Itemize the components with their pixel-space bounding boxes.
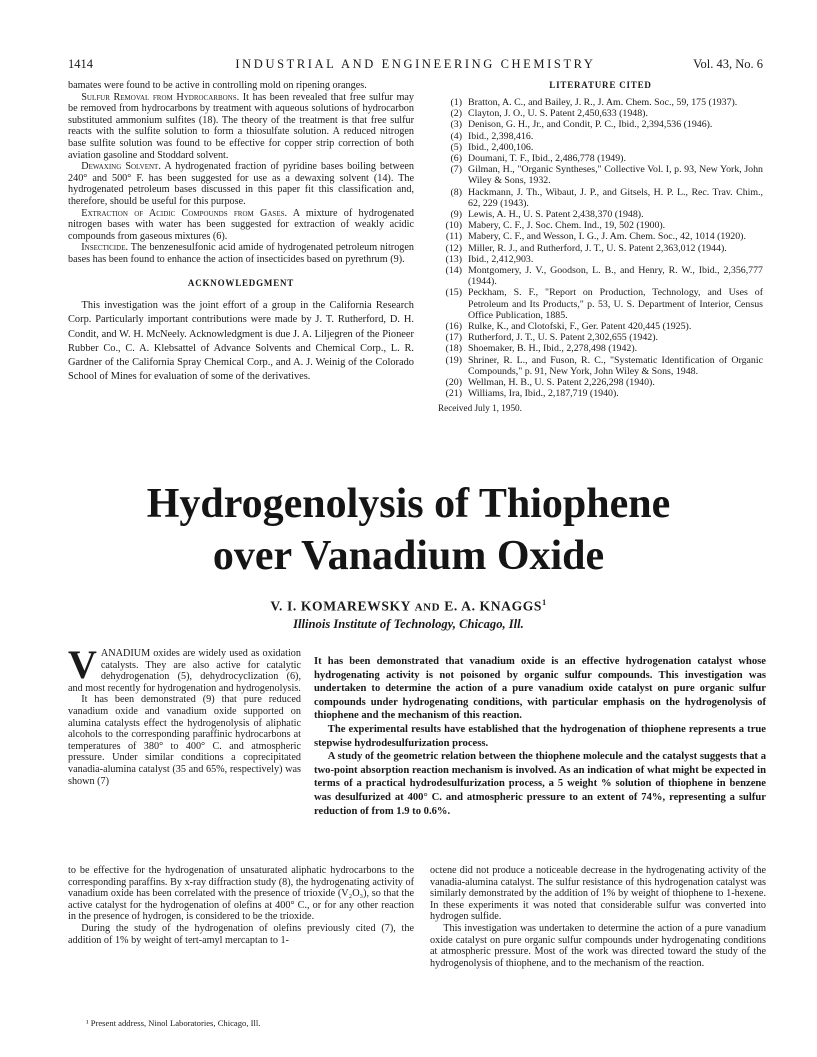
reference-item: (15) Peckham, S. F., "Report on Production, Technology, and Uses of Petroleum and Its Products," p. 53, U. S. Department of Interior, Census Office Publication, 1885. (445, 287, 763, 321)
paragraph: Dewaxing Solvent. A hydrogenated fraction of pyridine bases boiling between 240° and 500° F. has been suggested for use as a dewaxing solvent (14). The hydrogenated petroleum bases discussed in this paper fit this classification and, therefore, should be useful for this purpose. (68, 161, 414, 207)
paragraph: VANADIUM oxides are widely used as oxidation catalysts. They are also active for catalytic dehydrogenation (5), dehydrocyclization (6), and most recently for hydrogenation and hydrogenolysis. (68, 642, 301, 694)
paragraph: to be effective for the hydrogenation of unsaturated aliphatic hydrocarbons to the corresponding paraffins. By x-ray diffraction study (8), the hydrogenating activity of vanadium oxide has been correlated with the presence of trioxide (V₂O₃), so that the active catalyst for the hydrogenation of olefins at 400° C., or for any other reaction in the presence of hydrogen, is considered to be the trioxide. (68, 865, 414, 923)
author-line (0, 598, 817, 615)
reference-item: (17) Rutherford, J. T., U. S. Patent 2,302,655 (1942). (445, 332, 658, 344)
acknowledgment-heading: ACKNOWLEDGMENT (187, 277, 295, 288)
body-column-right (430, 865, 766, 969)
abstract (314, 655, 766, 818)
reference-item: (5) Ibid., 2,400,106. (450, 141, 534, 153)
article-title (0, 478, 817, 582)
intro-column (68, 642, 301, 787)
reference-item: (18) Shoemaker, B. H., Ibid., 2,278,498 (1942). (445, 343, 638, 355)
previous-article-column (68, 80, 414, 384)
author-conjunction: AND (414, 601, 441, 614)
run-in-heading: Dewaxing Solvent. (81, 161, 161, 173)
reference-list (438, 97, 763, 415)
reference-item: (16) Rulke, K., and Clotofski, F., Ger. Patent 420,445 (1925). (445, 321, 692, 333)
footnote-mark: 1 (542, 598, 547, 607)
body-column-left (68, 865, 414, 946)
page-header (68, 57, 763, 73)
acknowledgment-text: This investigation was the joint effort of a group in the California Research Corp. Particularly important contributions were made by J. T. Rutherford, D. H. Condit, and W. H. McNeely. Acknowledgment is due J. A. Liljegren of the Pioneer Rubber Co., C. A. Klebsattel of Advance Solvents and Chemical Corp., L. R. Gardner of the California Spray Chemical Corp., and A. J. Weinig of the Colorado School of Mines for evaluation of some of the derivatives. (68, 300, 414, 383)
run-in-heading: Extraction of Acidic Compounds from Gases. (81, 207, 288, 219)
reference-item: (4) Ibid., 2,398,416. (450, 130, 534, 142)
reference-item: (19) Shriner, R. L., and Fuson, R. C., "Systematic Identification of Organic Compounds," p. 91, New York, John Wiley & Sons, 1948. (445, 354, 763, 377)
reference-item: (12) Miller, R. J., and Rutherford, J. T., U. S. Patent 2,363,012 (1944). (445, 242, 727, 254)
reference-item: (20) Wellman, H. B., U. S. Patent 2,226,298 (1940). (445, 377, 655, 389)
reference-item: (7) Gilman, H., "Organic Syntheses," Collective Vol. I, p. 93, New York, John Wiley & Sons, 1932. (450, 164, 763, 187)
paragraph: bamates were found to be active in controlling mold on ripening oranges. (68, 80, 367, 91)
page-number: 1414 (68, 57, 93, 71)
paragraph: Insecticide. The benzenesulfonic acid amide of hydrogenated petroleum nitrogen bases has been found to enhance the action of insecticides based on pyrethrum (9). (68, 242, 414, 265)
run-in-heading: Sulfur Removal from Hydrocarbons. (81, 91, 240, 103)
reference-item: (6) Doumani, T. F., Ibid., 2,486,778 (1949). (450, 153, 626, 165)
paragraph: This investigation was undertaken to determine the action of a pure vanadium oxide catalyst on pure organic sulfur compounds under hydrogenating conditions at atmospheric pressure. Most of the work was directed toward the study of the hydrogenolysis of thiophene, and to the mechanism of the reaction. (430, 922, 766, 969)
paragraph: It has been demonstrated (9) that pure reduced vanadium oxide and vanadium oxide supported on alumina catalysts effect the hydrogenolysis of aliphatic alcohols to the corresponding paraffinic hydrocarbons at temperatures of 380° to 400° C. and atmospheric pressure. Under similar conditions a coprecipitated vanadia-alumina catalyst (35 and 65%, respectively) was shown (7) (68, 694, 301, 787)
title-line: over Vanadium Oxide (212, 533, 605, 579)
reference-item: (9) Lewis, A. H., U. S. Patent 2,438,370 (1948). (450, 209, 644, 221)
footnote: ¹ Present address, Ninol Laboratories, Chicago, Ill. (86, 1018, 261, 1028)
author-name: E. A. KNAGGS (444, 598, 543, 614)
journal-name: INDUSTRIAL AND ENGINEERING CHEMISTRY (235, 57, 596, 71)
reference-item: (2) Clayton, J. O., U. S. Patent 2,450,633 (1948). (450, 108, 648, 120)
received-date: Received July 1, 1950. (438, 403, 522, 414)
reference-item: (21) Williams, Ira, Ibid., 2,187,719 (1940). (445, 388, 619, 400)
reference-item: (3) Denison, G. H., Jr., and Condit, P. C., Ibid., 2,394,536 (1946). (450, 119, 713, 131)
reference-item: (13) Ibid., 2,412,903. (445, 253, 534, 265)
paragraph: octene did not produce a noticeable decrease in the hydrogenating activity of the vanadia-alumina catalyst. The sulfur resistance of this hydrogenation catalyst was similarly demonstrated by the addition of 1% by weight of thiophene to 1-hexene. In these experiments it was noted that considerable sulfur was converted into hydrogen sulfide. (430, 865, 766, 923)
abstract-paragraph: The experimental results have established that the hydrogenation of thiophene represents a true stepwise hydrodesulfurization process. (314, 723, 766, 749)
abstract-paragraph: It has been demonstrated that vanadium oxide is an effective hydrogenation catalyst whose hydrogenating activity is not poisoned by organic sulfur compounds. This investigation was undertaken to determine the action of a pure vanadium oxide catalyst on pure organic sulfur compounds under hydrogenating conditions, with particular emphasis on the hydrogenolysis of thiophene and the mechanism of this reaction. (314, 656, 766, 722)
reference-item: (11) Mabery, C. F., and Wesson, I. G., J. Am. Chem. Soc., 42, 1014 (1920). (445, 231, 746, 243)
title-line: Hydrogenolysis of Thiophene (146, 481, 671, 527)
abstract-paragraph: A study of the geometric relation between the thiophene molecule and the catalyst suggests that a two-point absorption reaction mechanism is involved. As an indication of what might be expected in terms of a practical hydrodesulfurization process, a 5 weight % solution of thiophene in benzene was desulfurized at 400° C. and atmospheric pressure to an extent of 74%, representing a sulfur reduction of from 1.9 to 0.6%. (314, 751, 766, 817)
paragraph: During the study of the hydrogenation of olefins previously cited (7), the addition of 1% by weight of tert-amyl mercaptan to 1- (68, 922, 414, 946)
reference-item: (1) Bratton, A. C., and Bailey, J. R., J. Am. Chem. Soc., 59, 175 (1937). (450, 97, 738, 108)
run-in-heading: Insecticide. (81, 242, 129, 254)
reference-item: (8) Hackmann, J. Th., Wibaut, J. P., and Gitsels, H. P. L., Rec. Trav. Chim., 62, 229 (1943). (450, 186, 763, 209)
reference-item: (14) Montgomery, J. V., Goodson, L. B., and Henry, R. W., Ibid., 2,356,777 (1944). (445, 265, 763, 288)
affiliation: Illinois Institute of Technology, Chicago, Ill. (293, 617, 524, 631)
volume-issue: Vol. 43, No. 6 (693, 57, 763, 71)
paragraph: Sulfur Removal from Hydrocarbons. It has been revealed that free sulfur may be removed from hydrocarbons by treatment with aqueous solutions of hydrocarbon substituted ammonium sulfites (18). The theory of the treatment is that free sulfur reacts with the sulfite solution to form a thiosulfate solution. A reduced nitrogen base sulfite solution was found to be effective for copper strip correction of both aviation gasoline and Stoddard solvent. (68, 91, 414, 161)
paragraph: Extraction of Acidic Compounds from Gases. A mixture of hydrogenated nitrogen bases with water has been suggested for extraction of weakly acidic compounds from gaseous mixtures (6). (68, 207, 414, 242)
reference-item: (10) Mabery, C. F., J. Soc. Chem. Ind., 19, 502 (1900). (445, 220, 666, 232)
author-name: V. I. KOMAREWSKY (270, 598, 411, 614)
literature-cited-heading: LITERATURE CITED (549, 80, 652, 90)
drop-cap: V (68, 642, 97, 687)
